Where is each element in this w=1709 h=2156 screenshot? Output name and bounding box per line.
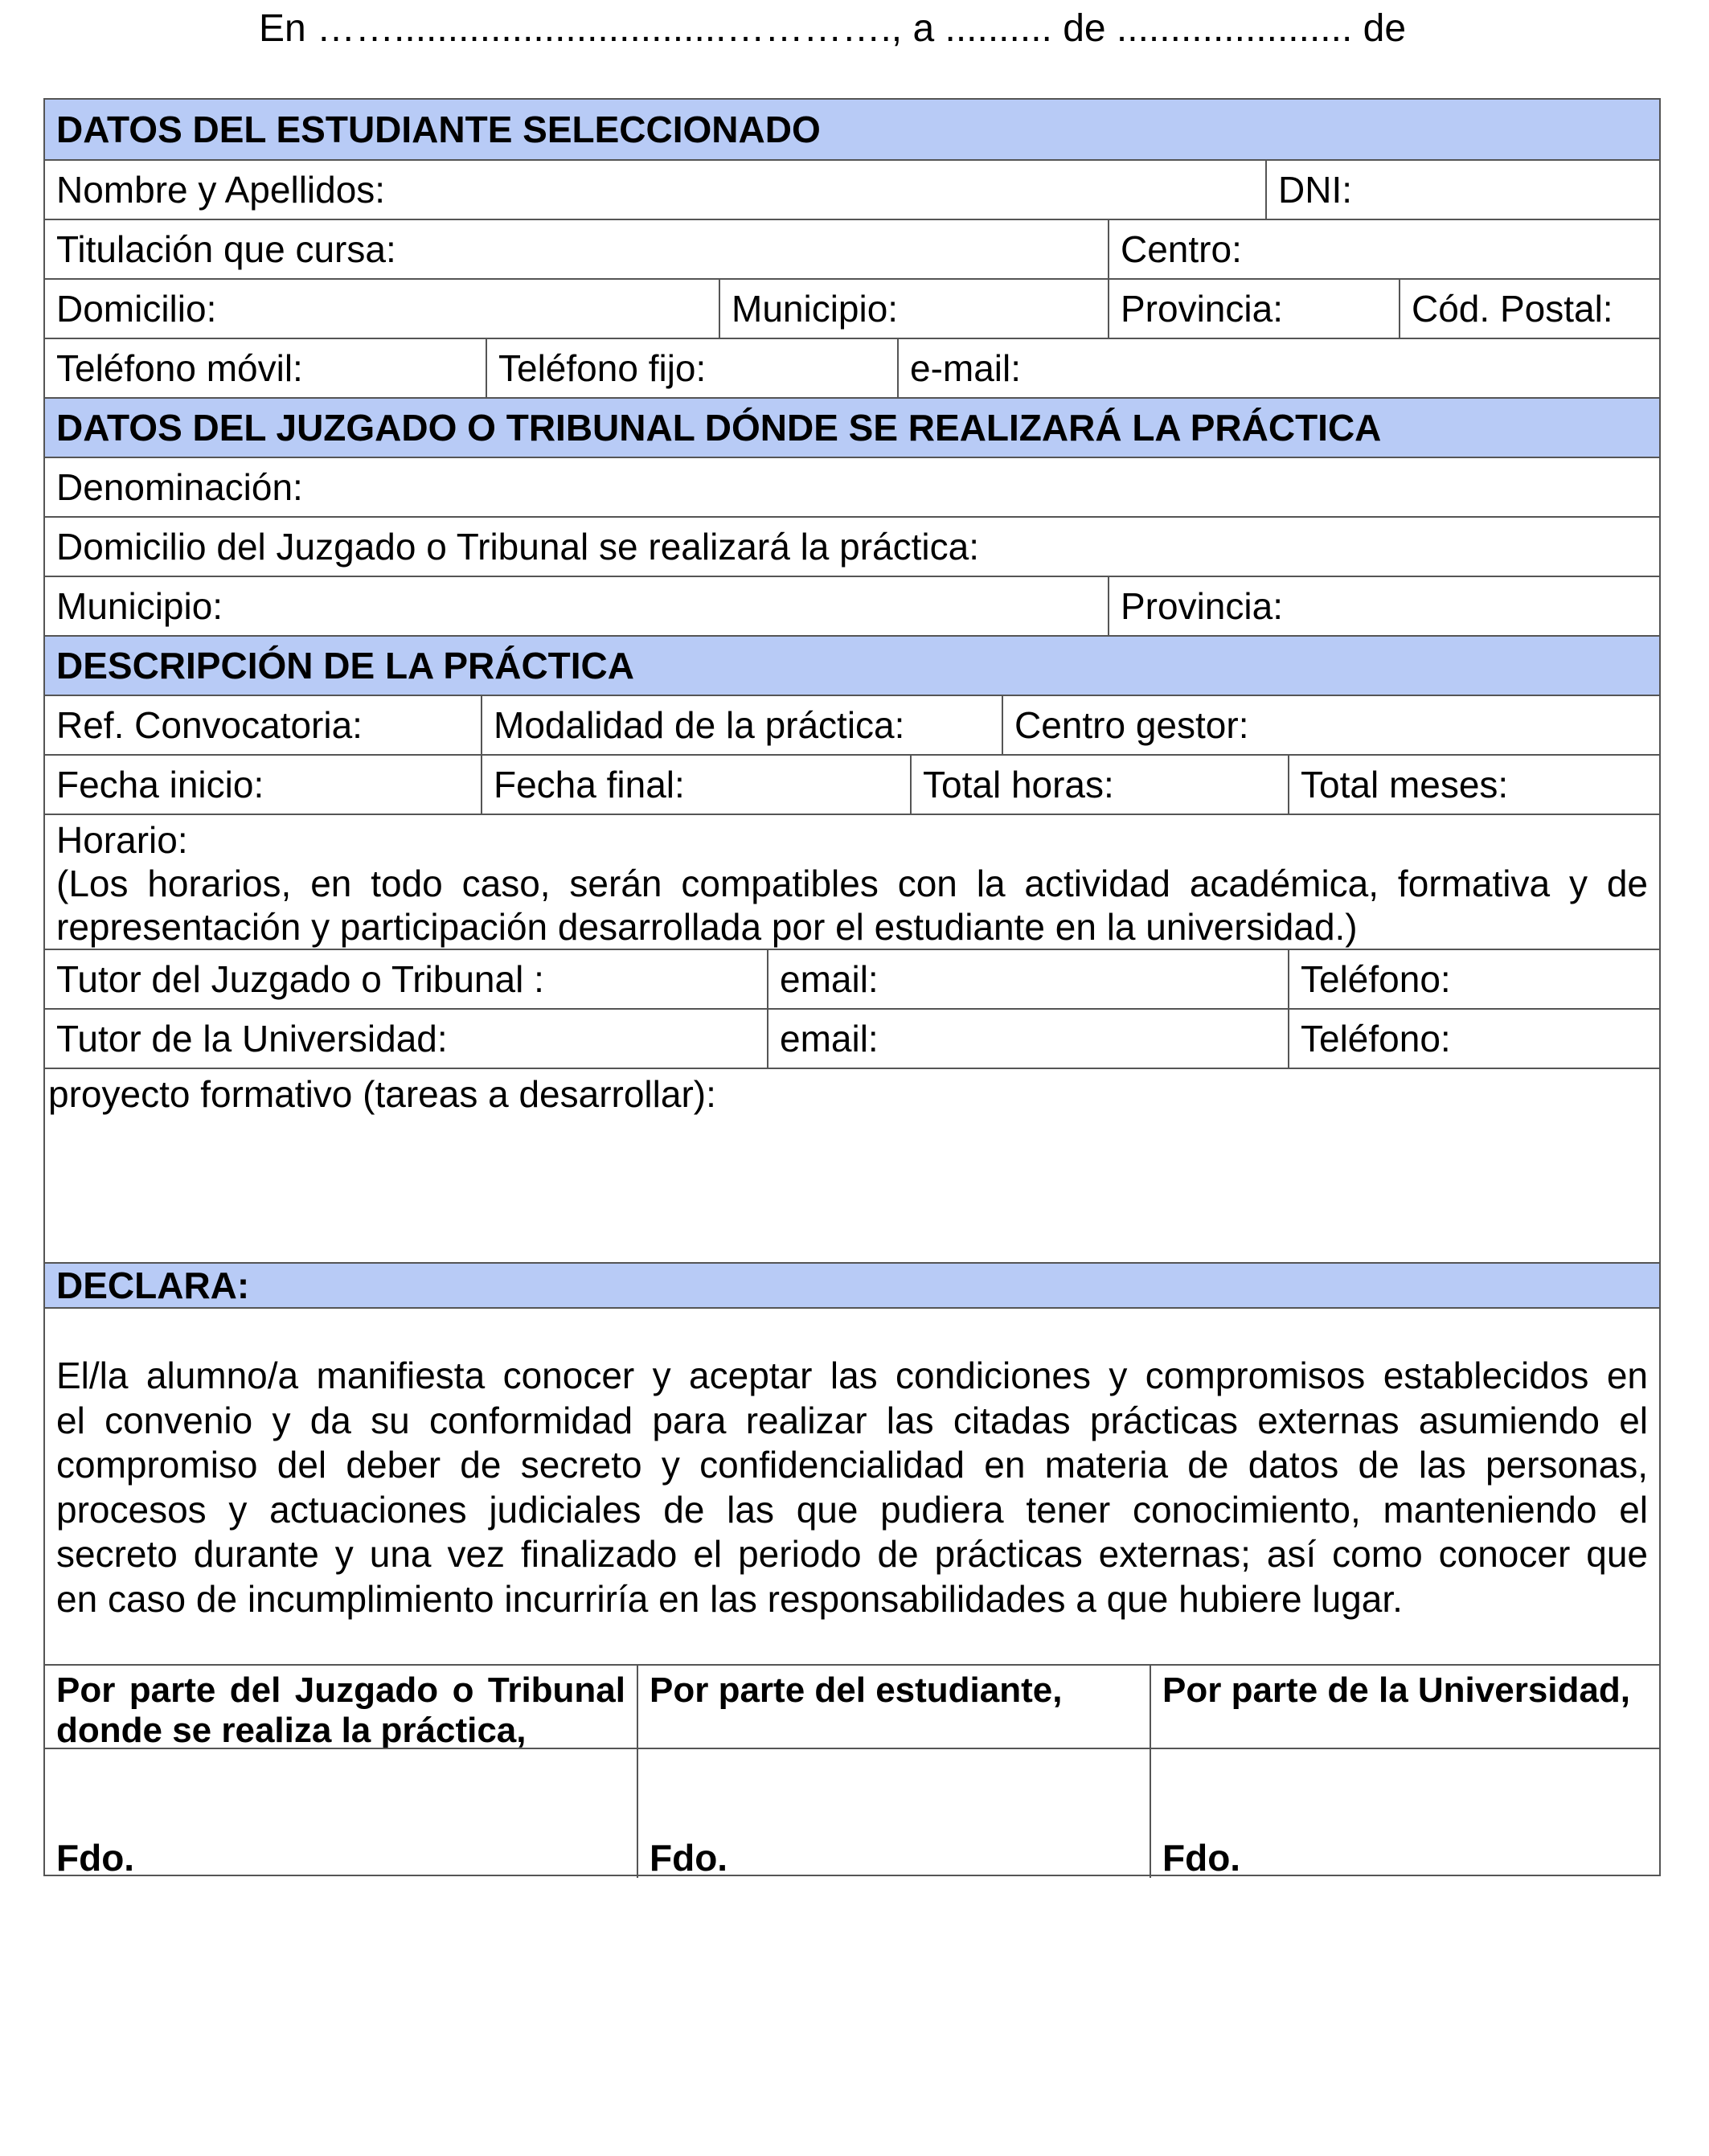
court-tutor-email-field[interactable]: email: [767,950,1288,1008]
practice-row-university-tutor [45,1008,1659,1068]
total-hours-field[interactable]: Total horas: [910,756,1288,814]
dni-field[interactable]: DNI: [1265,161,1659,219]
court-province-field[interactable]: Provincia: [1108,577,1659,635]
declaration-line: en caso de incumplimiento incurriría en las responsabilidades a que hubiere lugar. [56,1577,1403,1620]
declaration-line: compromiso del deber de secreto y confidencialidad en materia de datos de las personas, [56,1444,1648,1486]
university-tutor-email-field[interactable]: email: [767,1010,1288,1068]
declaration-line: secreto durante y una vez finalizado el periodo de prácticas externas; así como conocer que [56,1533,1648,1575]
student-fdo-label: Fdo. [650,1837,728,1879]
court-signature-heading [45,1666,637,1748]
municipality-field[interactable]: Municipio: [719,280,1108,338]
schedule-note-line-1: (Los horarios, en todo caso, serán compatibles con la actividad académica, formativa y de [56,863,1648,904]
court-name-field[interactable]: Denominación: [56,466,303,508]
province-field[interactable]: Provincia: [1108,280,1399,338]
training-project-label: proyecto formativo (tareas a desarrollar): [48,1073,716,1115]
modality-field[interactable]: Modalidad de la práctica: [481,696,1002,754]
court-signature-heading-line-1: Por parte del Juzgado o Tribunal [56,1670,625,1710]
postal-code-field[interactable]: Cód. Postal: [1399,280,1659,338]
court-address-field[interactable]: Domicilio del Juzgado o Tribunal se realizará la práctica: [56,526,980,568]
court-row-location [45,576,1659,635]
practice-row-ref [45,695,1659,754]
practice-row-dates [45,754,1659,814]
university-signature-heading: Por parte de la Universidad, [1150,1666,1659,1748]
mobile-phone-field[interactable]: Teléfono móvil: [56,347,303,389]
student-row-degree [45,219,1659,278]
student-row-contact [45,338,1659,397]
court-fdo-label: Fdo. [56,1837,135,1879]
declaration-line: el convenio y da su conformidad para realizar las citadas prácticas externas asumiendo el [56,1399,1648,1441]
name-field[interactable]: Nombre y Apellidos: [56,169,386,211]
student-signature-box[interactable] [637,1749,1150,1878]
university-tutor-phone-field[interactable]: Teléfono: [1288,1010,1659,1068]
managing-center-field[interactable]: Centro gestor: [1002,696,1659,754]
end-date-field[interactable]: Fecha final: [481,756,910,814]
practice-row-court-tutor [45,949,1659,1008]
start-date-field[interactable]: Fecha inicio: [56,764,264,805]
schedule-note-line-2: representación y participación desarrollada por el estudiante en la universidad.) [56,906,1358,948]
practice-section-header: DESCRIPCIÓN DE LA PRÁCTICA [45,635,1659,695]
court-signature-box[interactable] [45,1749,637,1878]
signature-row [45,1748,1659,1878]
court-tutor-field[interactable]: Tutor del Juzgado o Tribunal : [56,958,544,1000]
university-tutor-field[interactable]: Tutor de la Universidad: [56,1018,448,1060]
declara-row [45,1307,1659,1664]
court-tutor-phone-field[interactable]: Teléfono: [1288,950,1659,1008]
declaration-line: procesos y actuaciones judiciales de las que pudiera tener conocimiento, manteniendo el [56,1488,1648,1531]
student-section-header: DATOS DEL ESTUDIANTE SELECCIONADO [45,100,1659,159]
declaration-text [56,1354,1648,1621]
practice-row-project[interactable] [45,1068,1659,1262]
student-row-name [45,159,1659,219]
court-signature-heading-line-2: donde se realiza la práctica, [56,1711,527,1750]
university-signature-box[interactable] [1150,1749,1659,1878]
court-municipality-field[interactable]: Municipio: [56,585,223,627]
address-field[interactable]: Domicilio: [56,288,217,330]
practice-form [43,98,1661,1879]
center-field[interactable]: Centro: [1108,220,1659,278]
landline-phone-field[interactable]: Teléfono fijo: [486,339,897,397]
student-email-field[interactable]: e-mail: [897,339,1659,397]
university-fdo-label: Fdo. [1162,1837,1241,1879]
schedule-block [56,818,1648,949]
student-signature-heading: Por parte del estudiante, [637,1666,1150,1748]
student-row-address [45,278,1659,338]
degree-field[interactable]: Titulación que cursa: [56,228,396,270]
place-date-line: En ……...............................…………., a .......... de ...................... de [259,7,1407,50]
call-reference-field[interactable]: Ref. Convocatoria: [56,704,363,746]
court-section-header: DATOS DEL JUZGADO O TRIBUNAL DÓNDE SE REALIZARÁ LA PRÁCTICA [45,397,1659,457]
declara-section-header: DECLARA: [45,1262,1659,1307]
court-row-name [45,457,1659,516]
declaration-line: El/la alumno/a manifiesta conocer y aceptar las condiciones y compromisos establecidos en [56,1355,1648,1396]
court-row-address [45,516,1659,576]
signature-header-row [45,1664,1659,1748]
schedule-label: Horario: [56,819,188,861]
practice-row-schedule[interactable] [45,814,1659,949]
total-months-field[interactable]: Total meses: [1288,756,1659,814]
